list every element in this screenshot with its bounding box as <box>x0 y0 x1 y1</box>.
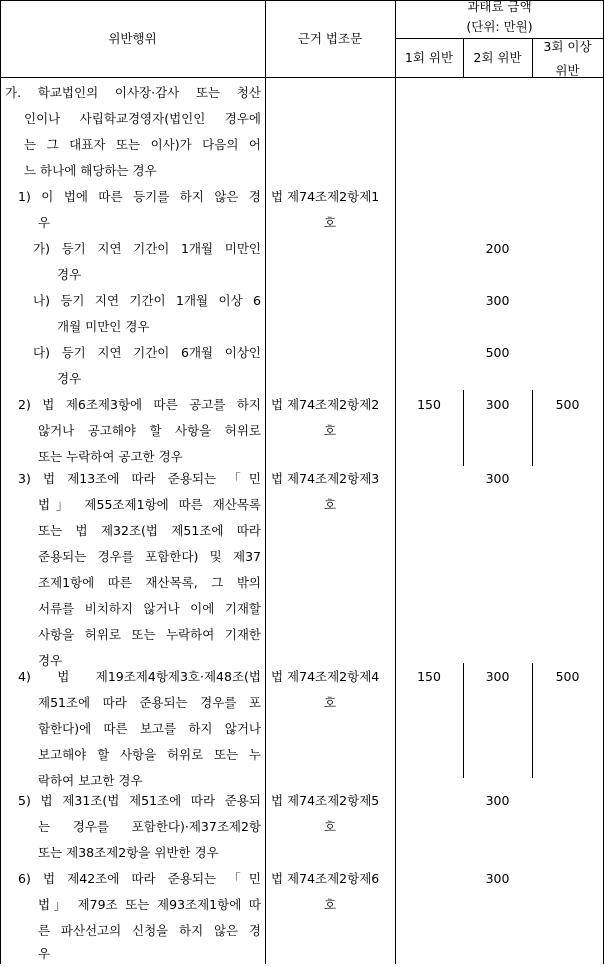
item2-third: 500 <box>555 397 580 412</box>
item6-basis: 호 <box>323 897 337 912</box>
item3-line: 준용되는 경우를 포함한다) 및 제37 <box>38 549 261 564</box>
header-fine-title: 과태료 금액 <box>467 0 532 14</box>
item6-line: 우 <box>38 946 51 961</box>
item1-basis: 법 제74조제2항제1 <box>271 189 380 204</box>
section-ga-line: 느 하나에 해당하는 경우 <box>24 163 157 178</box>
header-third-violation-line1: 3회 이상 <box>543 39 592 54</box>
item4-second: 300 <box>485 669 510 684</box>
item3-line: 서류를 비치하지 않거나 이에 기재할 <box>38 601 261 616</box>
item1-sub-da-line: 경우 <box>57 371 82 386</box>
item1-sub-ga-line: 가) 등기 지연 기간이 1개월 미만인 <box>33 241 261 256</box>
item5-line: 는 경우를 포함한다)·제37조제2항 <box>38 819 261 834</box>
item2-basis: 법 제74조제2항제2 <box>271 397 380 412</box>
item1-line: 1) 이 법에 따른 등기를 하지 않은 경 <box>18 189 261 204</box>
item3-line: 경우 <box>38 653 63 668</box>
header-first-violation: 1회 위반 <box>404 50 454 65</box>
item4-line: 락하여 보고한 경우 <box>38 773 143 788</box>
item4-basis: 법 제74조제2항제4 <box>271 669 380 684</box>
item6-line: 른 파산선고의 신청을 하지 않은 경 <box>38 923 261 938</box>
item3-line: 사항을 허위로 또는 누락하여 기재한 <box>38 627 261 642</box>
item4-line: 함한다)에 따른 보고를 하지 않거나 <box>38 721 261 736</box>
item2-basis: 호 <box>323 423 337 438</box>
item4-line: 4) 법 제19조제4항제3호·제48조(법 <box>18 669 261 684</box>
item1-sub-na-line: 개월 미만인 경우 <box>57 319 150 334</box>
header-basis: 근거 법조문 <box>297 31 363 46</box>
item2-first: 150 <box>417 397 441 412</box>
header-fine-unit: (단위: 만원) <box>466 19 533 34</box>
item1-sub-da-second: 500 <box>485 345 510 360</box>
item3-line: 3) 법 제13조에 따라 준용되는 「민 <box>18 471 261 486</box>
item1-sub-na-second: 300 <box>485 293 510 308</box>
item4-line: 제51조에 따라 준용되는 경우를 포 <box>38 695 261 710</box>
item5-basis: 호 <box>323 819 337 834</box>
item3-second: 300 <box>485 471 510 486</box>
item1-sub-ga-second: 200 <box>485 241 510 256</box>
item6-second: 300 <box>485 871 510 886</box>
item1-sub-na-line: 나) 등기 지연 기간이 1개월 이상 6 <box>33 293 261 308</box>
item1-sub-ga-line: 경우 <box>57 267 82 282</box>
item2-line: 2) 법 제6조제3항에 따른 공고를 하지 <box>18 397 261 412</box>
item3-line: 조제1항에 따른 재산목록, 그 밖의 <box>38 575 261 590</box>
item4-basis: 호 <box>323 695 337 710</box>
item4-line: 보고해야 할 사항을 허위로 또는 누 <box>38 747 261 762</box>
item4-first: 150 <box>417 669 441 684</box>
item3-basis: 법 제74조제2항제3 <box>271 471 380 486</box>
item3-basis: 호 <box>323 497 337 512</box>
item1-line: 우 <box>38 215 51 230</box>
item6-line: 법」 제79조 또는 제93조제1항에 따 <box>38 897 261 912</box>
header-third-violation-line2: 위반 <box>555 63 580 78</box>
item2-second: 300 <box>485 397 510 412</box>
item1-basis: 호 <box>323 215 337 230</box>
item5-basis: 법 제74조제2항제5 <box>271 793 380 808</box>
item5-line: 또는 제38조제2항을 위반한 경우 <box>38 845 219 860</box>
item4-third: 500 <box>555 669 580 684</box>
item2-line: 또는 누락하여 공고한 경우 <box>38 449 183 464</box>
section-ga-line: 인이나 사립학교경영자(법인인 경우에 <box>24 111 261 126</box>
header-second-violation: 2회 위반 <box>473 50 522 65</box>
item5-second: 300 <box>485 793 510 808</box>
item6-basis: 법 제74조제2항제6 <box>271 871 380 886</box>
item3-line: 또는 법 제32조(법 제51조에 따라 <box>38 523 261 538</box>
header-bottom-border <box>0 77 604 78</box>
header-violation: 위반행위 <box>108 31 157 46</box>
item2-line: 않거나 공고해야 할 사항을 허위로 <box>38 423 261 438</box>
item6-line: 6) 법 제42조에 따라 준용되는 「민 <box>18 871 261 886</box>
item5-line: 5) 법 제31조(법 제51조에 따라 준용되 <box>18 793 261 808</box>
item1-sub-da-line: 다) 등기 지연 기간이 6개월 이상인 <box>33 345 261 360</box>
item3-line: 법」 제55조제1항에 따른 재산목록 <box>38 497 261 512</box>
column-divider-basis <box>395 0 396 964</box>
section-ga-line: 가. 학교법인의 이사장·감사 또는 청산 <box>5 85 261 100</box>
table-left-border <box>0 0 1 964</box>
section-ga-line: 는 그 대표자 또는 이사)가 다음의 어 <box>24 137 261 152</box>
